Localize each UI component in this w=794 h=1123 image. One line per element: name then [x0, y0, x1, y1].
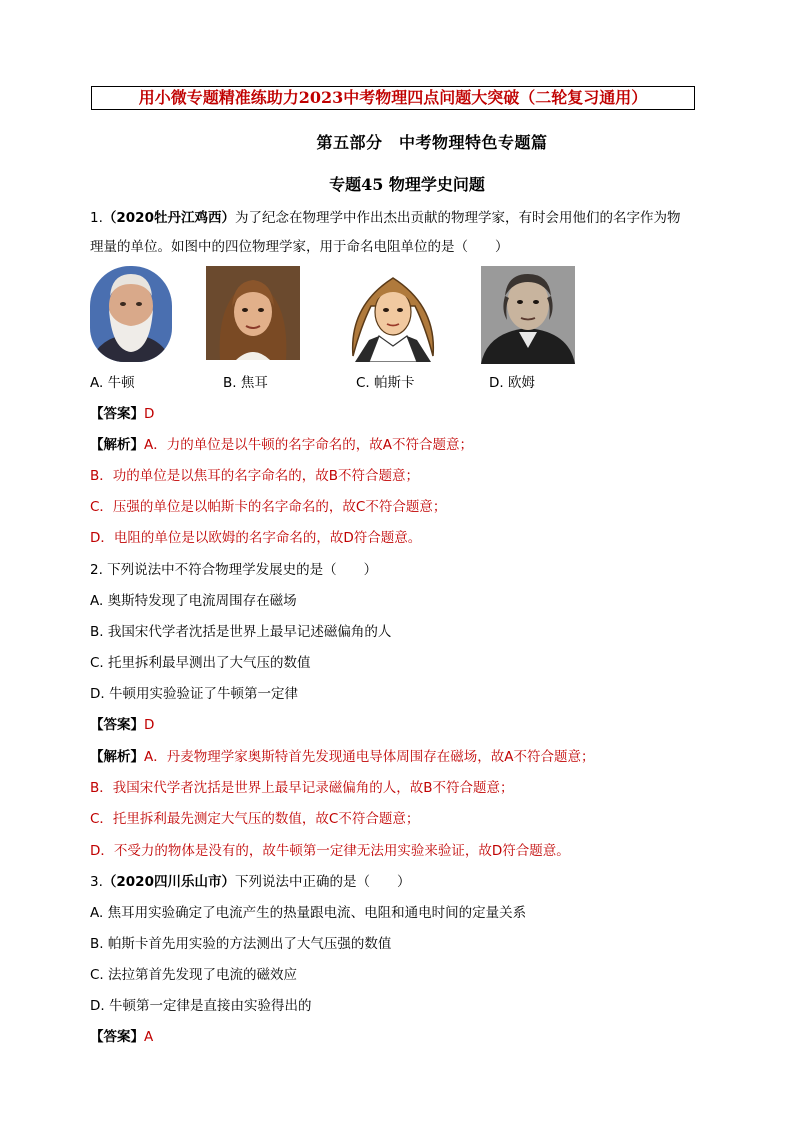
q3-stem-text: 下列说法中正确的是（ ） [234, 874, 411, 890]
q1-option-c: C. 帕斯卡 [356, 375, 415, 391]
q3-answer [90, 1028, 153, 1046]
q1-stem-line1 [90, 209, 680, 227]
part-heading: 第五部分 中考物理特色专题篇 [316, 133, 548, 152]
topic-heading: 专题45 物理学史问题 [329, 175, 485, 194]
q1-stem-line2: 理量的单位。如图中的四位物理学家，用于命名电阻单位的是（ ） [90, 239, 509, 255]
portrait-joule-image [206, 266, 300, 360]
q2-option-b: B. 我国宋代学者沈括是世界上最早记述磁偏角的人 [90, 624, 392, 640]
q2-analysis-line1 [90, 748, 594, 766]
q1-analysis-line4: D．电阻的单位是以欧姆的名字命名的，故D符合题意。 [90, 530, 422, 546]
q1-source: （2020牡丹江鸡西） [102, 210, 235, 226]
q2-stem: 2. 下列说法中不符合物理学发展史的是（ ） [90, 562, 378, 578]
q3-source: （2020四川乐山市） [102, 874, 235, 890]
q1-option-d: D. 欧姆 [489, 375, 535, 391]
q2-option-a: A. 奥斯特发现了电流周围存在磁场 [90, 593, 297, 609]
portrait-ohm-image [481, 266, 575, 364]
q3-answer-value: A [144, 1029, 154, 1045]
portrait-newton [90, 266, 172, 362]
q3-stem [90, 873, 410, 891]
q3-option-b: B. 帕斯卡首先用实验的方法测出了大气压强的数值 [90, 936, 392, 952]
q2-analysis-line3: C．托里拆利最先测定大气压的数值，故C不符合题意； [90, 811, 420, 827]
q2-analysis-label: 【解析】 [90, 749, 144, 765]
q3-answer-label: 【答案】 [90, 1029, 144, 1045]
portrait-newton-image [90, 266, 172, 362]
q2-answer-label: 【答案】 [90, 717, 144, 733]
portrait-pascal-image [345, 266, 441, 362]
portrait-ohm [481, 266, 575, 364]
portrait-joule [206, 266, 300, 360]
portrait-pascal [345, 266, 441, 362]
q1-analysis-line3: C．压强的单位是以帕斯卡的名字命名的，故C不符合题意； [90, 499, 447, 515]
q1-analysis-label: 【解析】 [90, 437, 144, 453]
q2-answer-value: D [144, 717, 155, 733]
q1-answer-label: 【答案】 [90, 406, 144, 422]
q1-analysis-line2: B．功的单位是以焦耳的名字命名的，故B不符合题意； [90, 468, 420, 484]
q1-stem-text: 为了纪念在物理学中作出杰出贡献的物理学家，有时会用他们的名字作为物 [234, 210, 681, 226]
q2-answer [90, 716, 154, 734]
q2-analysis-text: A．丹麦物理学家奥斯特首先发现通电导体周围存在磁场，故A不符合题意； [144, 749, 595, 765]
q1-analysis-text: A．力的单位是以牛顿的名字命名的，故A不符合题意； [144, 437, 473, 453]
q3-option-a: A. 焦耳用实验确定了电流产生的热量跟电流、电阻和通电时间的定量关系 [90, 905, 527, 921]
series-banner-text: 用小微专题精准练助力2023中考物理四点问题大突破（二轮复习通用） [138, 88, 648, 107]
q1-answer [90, 405, 154, 423]
q1-answer-value: D [144, 406, 155, 422]
q2-analysis-line4: D．不受力的物体是没有的，故牛顿第一定律无法用实验来验证，故D符合题意。 [90, 843, 570, 859]
q1-analysis-line1 [90, 436, 473, 454]
q3-number: 3. [90, 874, 103, 890]
q1-option-b: B. 焦耳 [223, 375, 268, 391]
q3-option-c: C. 法拉第首先发现了电流的磁效应 [90, 967, 298, 983]
q1-number: 1. [90, 210, 103, 226]
q2-analysis-line2: B．我国宋代学者沈括是世界上最早记录磁偏角的人，故B不符合题意； [90, 780, 514, 796]
q2-option-c: C. 托里拆利最早测出了大气压的数值 [90, 655, 311, 671]
q3-option-d: D. 牛顿第一定律是直接由实验得出的 [90, 998, 312, 1014]
series-banner [91, 86, 695, 110]
q1-option-a: A. 牛顿 [90, 375, 135, 391]
q2-option-d: D. 牛顿用实验验证了牛顿第一定律 [90, 686, 298, 702]
